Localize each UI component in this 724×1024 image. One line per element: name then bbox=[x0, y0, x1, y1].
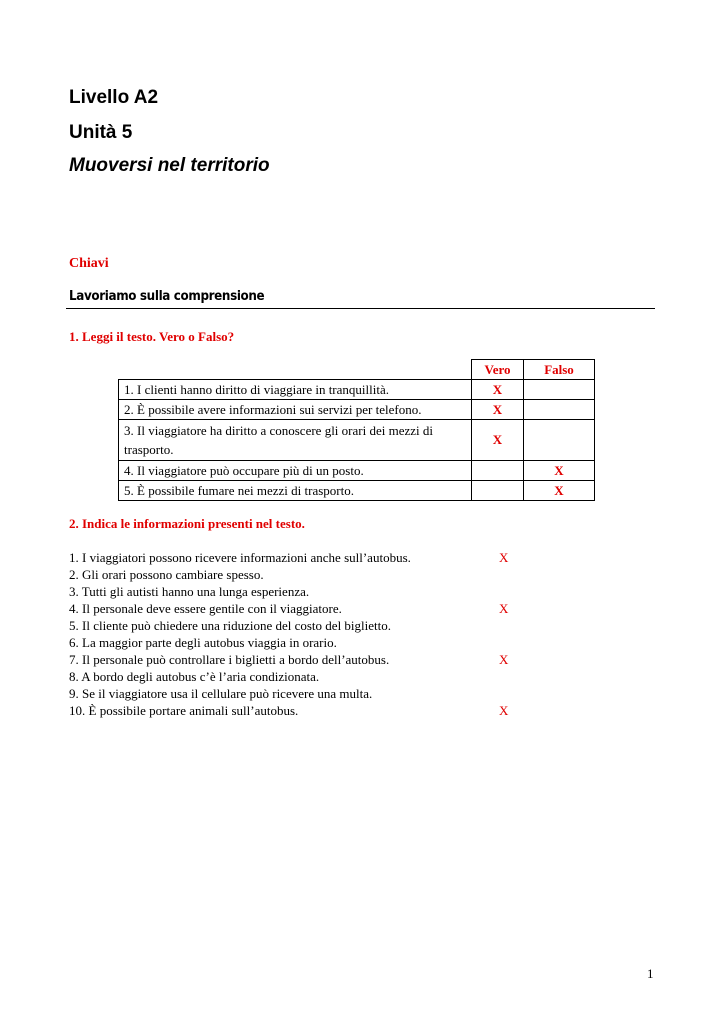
section-heading: Lavoriamo sulla comprensione bbox=[69, 289, 265, 304]
list-item bbox=[69, 566, 549, 583]
vero-cell: X bbox=[472, 400, 524, 420]
list-item bbox=[69, 668, 549, 685]
topic-title: Muoversi nel territorio bbox=[69, 155, 270, 176]
check-mark: X bbox=[499, 703, 509, 718]
level-title: Livello A2 bbox=[69, 87, 159, 108]
statement-cell: 5. È possibile fumare nei mezzi di trasporto. bbox=[119, 481, 472, 501]
vero-cell bbox=[472, 481, 524, 501]
check-mark: X bbox=[499, 652, 509, 667]
falso-cell: X bbox=[524, 481, 595, 501]
list-item-text: 7. Il personale può controllare i biglietti a bordo dell’autobus. bbox=[69, 652, 390, 667]
table-row bbox=[119, 400, 595, 420]
vero-cell: X bbox=[472, 420, 524, 461]
list-item bbox=[69, 651, 549, 668]
list-item-text: 2. Gli orari possono cambiare spesso. bbox=[69, 567, 264, 582]
table-row bbox=[119, 380, 595, 400]
statement-cell: 1. I clienti hanno diritto di viaggiare in tranquillità. bbox=[119, 380, 472, 400]
information-list bbox=[69, 549, 549, 719]
list-item bbox=[69, 617, 549, 634]
list-item bbox=[69, 702, 549, 719]
page-number: 1 bbox=[647, 966, 654, 981]
vero-cell: X bbox=[472, 380, 524, 400]
vero-cell bbox=[472, 461, 524, 481]
table-header-empty bbox=[119, 360, 472, 380]
falso-cell bbox=[524, 400, 595, 420]
table-row bbox=[119, 420, 595, 461]
column-header-falso: Falso bbox=[524, 360, 595, 380]
column-header-vero: Vero bbox=[472, 360, 524, 380]
table-row bbox=[119, 481, 595, 501]
statement-cell: 3. Il viaggiatore ha diritto a conoscere gli orari dei mezzi di trasporto. bbox=[119, 420, 472, 461]
exercise1-title: 1. Leggi il testo. Vero o Falso? bbox=[69, 329, 235, 344]
list-item bbox=[69, 583, 549, 600]
list-item-text: 10. È possibile portare animali sull’autobus. bbox=[69, 703, 299, 718]
list-item-text: 1. I viaggiatori possono ricevere informazioni anche sull’autobus. bbox=[69, 550, 411, 565]
list-item bbox=[69, 685, 549, 702]
falso-cell: X bbox=[524, 461, 595, 481]
table-header-row bbox=[119, 360, 595, 380]
list-item-text: 9. Se il viaggiatore usa il cellulare può ricevere una multa. bbox=[69, 686, 373, 701]
falso-cell bbox=[524, 420, 595, 461]
statement-cell: 2. È possibile avere informazioni sui servizi per telefono. bbox=[119, 400, 472, 420]
list-item-text: 5. Il cliente può chiedere una riduzione del costo del biglietto. bbox=[69, 618, 392, 633]
falso-cell bbox=[524, 380, 595, 400]
keys-label: Chiavi bbox=[69, 256, 109, 271]
list-item-text: 8. A bordo degli autobus c’è l’aria condizionata. bbox=[69, 669, 320, 684]
section-divider bbox=[66, 308, 655, 309]
statement-cell: 4. Il viaggiatore può occupare più di un posto. bbox=[119, 461, 472, 481]
true-false-table bbox=[118, 359, 595, 501]
check-mark: X bbox=[499, 601, 509, 616]
list-item-text: 4. Il personale deve essere gentile con il viaggiatore. bbox=[69, 601, 342, 616]
table-row bbox=[119, 461, 595, 481]
list-item bbox=[69, 549, 549, 566]
unit-title: Unità 5 bbox=[69, 122, 133, 143]
exercise2-title: 2. Indica le informazioni presenti nel testo. bbox=[69, 516, 305, 531]
check-mark: X bbox=[499, 550, 509, 565]
list-item bbox=[69, 634, 549, 651]
list-item bbox=[69, 600, 549, 617]
list-item-text: 3. Tutti gli autisti hanno una lunga esperienza. bbox=[69, 584, 310, 599]
list-item-text: 6. La maggior parte degli autobus viaggia in orario. bbox=[69, 635, 337, 650]
